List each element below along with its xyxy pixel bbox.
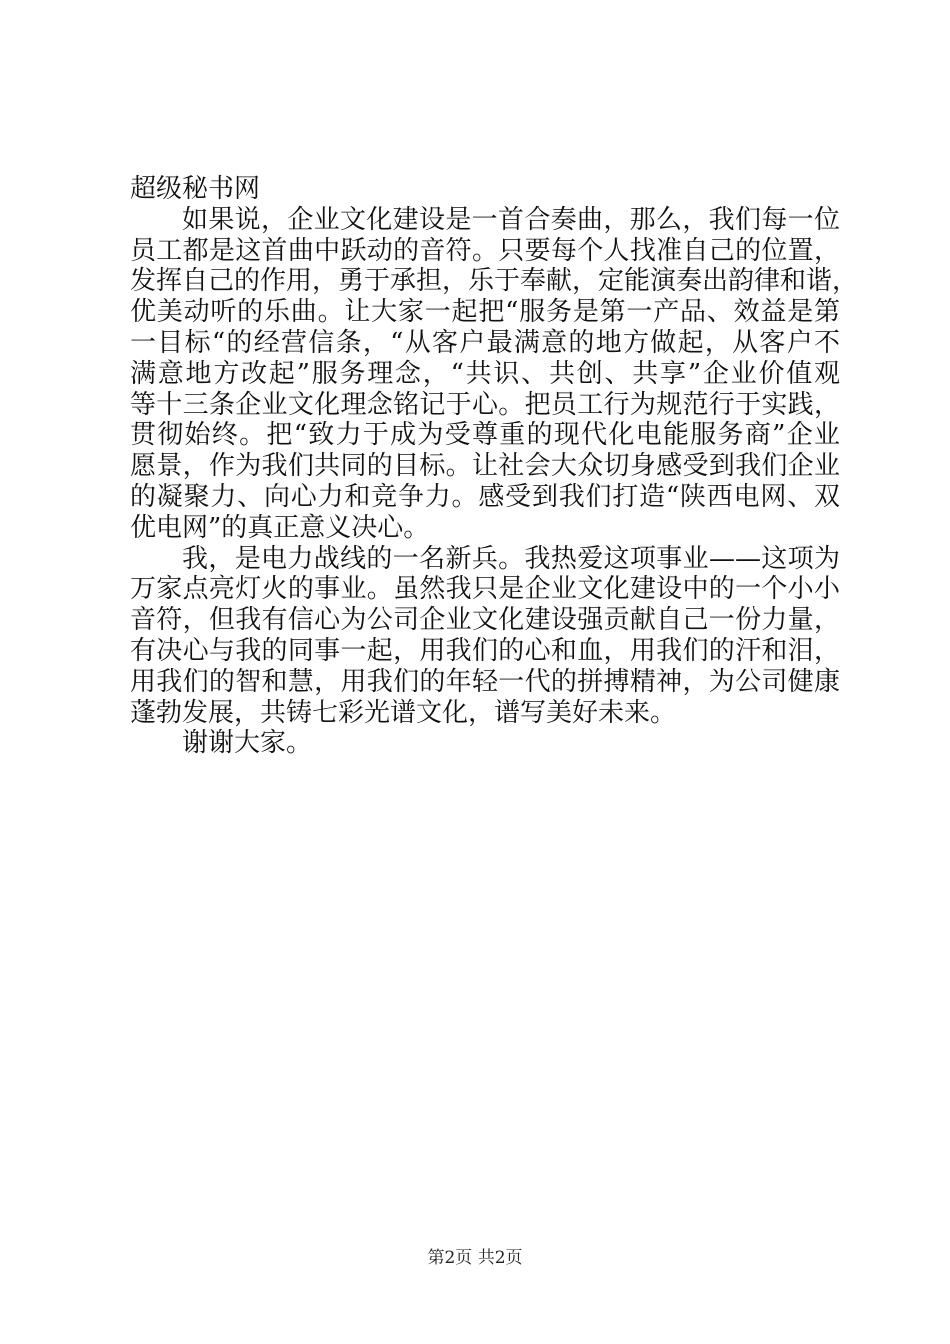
paragraph-line: 谢谢大家。 (182, 728, 313, 759)
document-body (130, 174, 859, 759)
paragraph-line: 我，是电力战线的一名新兵。我热爱这项事业——这项为 (182, 543, 840, 574)
page-footer (0, 1243, 950, 1268)
page-indicator: 第2页 共2页 (427, 1248, 523, 1268)
paragraph-1 (130, 204, 859, 544)
paragraph-line: 等十三条企业文化理念铭记于心。把员工行为规范行于实践， (130, 389, 840, 420)
paragraph-line: 如果说，企业文化建设是一首合奏曲，那么，我们每一位 (182, 204, 840, 235)
source-label: 超级秘书网 (130, 174, 261, 204)
paragraph-line: 满意地方改起”服务理念，“共识、共创、共享”企业价值观 (130, 358, 840, 389)
paragraph-3 (130, 728, 840, 759)
paragraph-2 (130, 544, 840, 729)
paragraph-line: 愿景，作为我们共同的目标。让社会大众切身感受到我们企业 (130, 451, 840, 482)
paragraph-line: 有决心与我的同事一起，用我们的心和血，用我们的汗和泪， (130, 635, 840, 666)
paragraph-line: 的凝聚力、向心力和竞争力。感受到我们打造“陕西电网、双 (130, 481, 840, 512)
paragraph-line: 音符，但我有信心为公司企业文化建设强贡献自己一份力量， (130, 605, 840, 636)
paragraph-line: 一目标“的经营信条，“从客户最满意的地方做起，从客户不 (130, 327, 840, 358)
paragraph-line: 万家点亮灯火的事业。虽然我只是企业文化建设中的一个小小 (130, 574, 840, 605)
paragraph-line: 优美动听的乐曲。让大家一起把“服务是第一产品、效益是第 (130, 297, 840, 328)
paragraph-line: 员工都是这首曲中跃动的音符。只要每个人找准自己的位置， (130, 235, 840, 266)
paragraph-line: 优电网”的真正意义决心。 (130, 512, 430, 543)
paragraph-line: 发挥自己的作用，勇于承担，乐于奉献，定能演奏出韵律和谐， (130, 266, 859, 297)
paragraph-line: 贯彻始终。把“致力于成为受尊重的现代化电能服务商”企业 (130, 420, 840, 451)
paragraph-line: 用我们的智和慧，用我们的年轻一代的拼搏精神，为公司健康 (130, 666, 840, 697)
paragraph-line: 蓬勃发展，共铸七彩光谱文化，谱写美好未来。 (130, 697, 677, 728)
